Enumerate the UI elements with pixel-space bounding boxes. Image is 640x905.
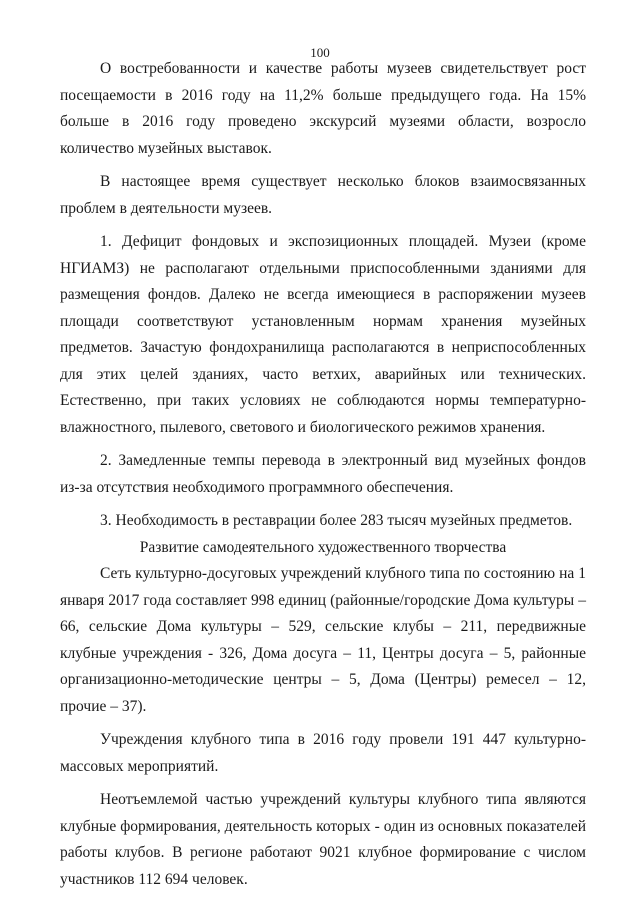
paragraph-problem-digitization: 2. Замедленные темпы перевода в электронный вид музейных фондов из-за отсутствия необходимого программного обеспечения. xyxy=(60,452,586,496)
paragraph-problem-storage-space: 1. Дефицит фондовых и экспозиционных площадей. Музеи (кроме НГИАМЗ) не располагают отдельными приспособленными зданиями для размещения фондов. Далеко не всегда имеющиеся в распоряжении музеев площади соответствуют установленным нормам хранения музейных предметов. Зачастую фондохранилища располагаются в неприспособленных для этих целей зданиях, часто ветхих, аварийных или технических. Естественно, при таких условиях не соблюдаются нормы температурно-влажностного, пылевого, светового и биологического режимов хранения. xyxy=(60,233,586,436)
paragraph-museum-problems-intro: В настоящее время существует несколько блоков взаимосвязанных проблем в деятельности музеев. xyxy=(60,173,586,217)
section-heading: Развитие самодеятельного художественного творчества xyxy=(139,538,507,556)
paragraph-club-formations: Неотъемлемой частью учреждений культуры клубного типа являются клубные формирования, деятельность которых - один из основных показателей работы клубов. В регионе работают 9021 клубное формирование с числом участников 112 694 человек. xyxy=(60,791,586,888)
document-body xyxy=(60,56,586,893)
paragraph-club-network: Сеть культурно-досуговых учреждений клубного типа по состоянию на 1 января 2017 года составляет 998 единиц (районные/городские Дома культуры – 66, сельские Дома культуры – 529, сельские клубы – 211, передвижные клубные учреждения - 326, Дома досуга – 11, Центры досуга – 5, районные организационно-методические центры – 5, Дома (Центры) ремесел – 12, прочие – 37). xyxy=(60,565,586,715)
paragraph-museum-attendance: О востребованности и качестве работы музеев свидетельствует рост посещаемости в 2016 году на 11,2% больше предыдущего года. На 15% больше в 2016 году проведено экскурсий музеями области, возросло количество музейных выставок. xyxy=(60,60,586,157)
paragraph-problem-restoration: 3. Необходимость в реставрации более 283 тысяч музейных предметов. xyxy=(100,512,573,529)
paragraph-club-events: Учреждения клубного типа в 2016 году провели 191 447 культурно-массовых мероприятий. xyxy=(60,731,586,775)
page-number: 100 xyxy=(310,45,330,60)
